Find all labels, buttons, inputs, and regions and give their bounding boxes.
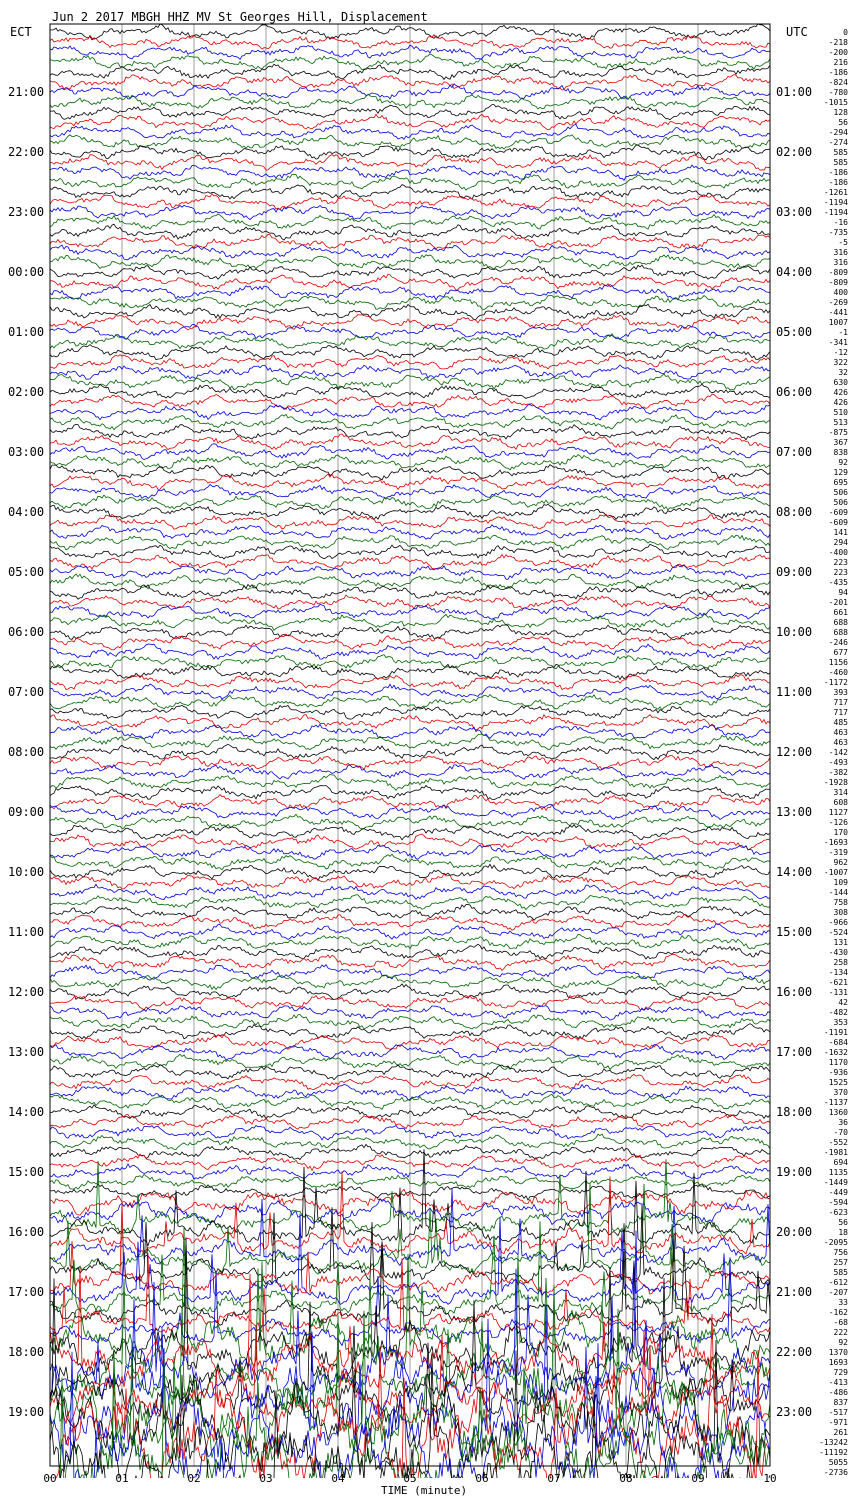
- trace-offset-label-120: 18: [838, 1228, 848, 1237]
- trace-offset-label-73: -493: [828, 758, 848, 767]
- trace-offset-label-16: -1261: [823, 188, 848, 197]
- trace-offset-label-123: 257: [833, 1258, 848, 1267]
- trace-offset-label-91: 131: [833, 938, 848, 947]
- left-hour-label-15: 12:00: [8, 985, 45, 999]
- trace-offset-label-39: 513: [833, 418, 848, 427]
- right-hour-label-18: 19:00: [776, 1165, 813, 1179]
- trace-offset-label-0: 0: [843, 28, 848, 37]
- right-hour-label-16: 17:00: [776, 1045, 813, 1059]
- trace-offset-label-5: -824: [828, 78, 848, 87]
- trace-offset-label-59: 688: [833, 618, 848, 627]
- trace-offset-label-66: 393: [833, 688, 848, 697]
- trace-offset-label-46: 506: [833, 488, 848, 497]
- trace-offset-label-98: -482: [828, 1008, 848, 1017]
- trace-offset-label-118: -623: [828, 1208, 848, 1217]
- right-hour-label-13: 14:00: [776, 865, 813, 879]
- left-hour-label-21: 18:00: [8, 1345, 45, 1359]
- trace-offset-label-40: -875: [828, 428, 848, 437]
- left-hour-label-8: 05:00: [8, 565, 45, 579]
- trace-offset-label-97: 42: [838, 998, 848, 1007]
- left-hour-label-6: 03:00: [8, 445, 45, 459]
- trace-offset-label-133: 1693: [828, 1358, 848, 1367]
- right-hour-label-4: 05:00: [776, 325, 813, 339]
- trace-offset-label-24: -809: [828, 268, 848, 277]
- trace-offset-label-10: -294: [828, 128, 848, 137]
- trace-offset-label-64: -460: [828, 668, 848, 677]
- x-tick-label-06: 06: [475, 1472, 489, 1485]
- trace-offset-label-138: -517: [828, 1408, 848, 1417]
- trace-offset-label-35: 630: [833, 378, 848, 387]
- trace-offset-label-71: 463: [833, 738, 848, 747]
- trace-offset-label-125: -612: [828, 1278, 848, 1287]
- trace-offset-label-14: -186: [828, 168, 848, 177]
- trace-offset-label-63: 1156: [828, 658, 848, 667]
- trace-offset-label-53: 223: [833, 558, 848, 567]
- trace-offset-label-110: -70: [833, 1128, 848, 1137]
- left-hour-label-17: 14:00: [8, 1105, 45, 1119]
- trace-offset-label-89: -966: [828, 918, 848, 927]
- x-tick-label-08: 08: [619, 1472, 633, 1485]
- trace-offset-label-23: 316: [833, 258, 848, 267]
- trace-offset-label-51: 294: [833, 538, 848, 547]
- x-tick-label-04: 04: [331, 1472, 345, 1485]
- trace-offset-label-4: -186: [828, 68, 848, 77]
- left-hour-label-20: 17:00: [8, 1285, 45, 1299]
- trace-offset-label-87: 758: [833, 898, 848, 907]
- x-axis-title: TIME (minute): [381, 1484, 468, 1497]
- left-hour-label-0: 21:00: [8, 85, 45, 99]
- trace-offset-label-119: 56: [838, 1218, 848, 1227]
- right-hour-label-11: 12:00: [776, 745, 813, 759]
- trace-offset-label-17: -1194: [823, 198, 848, 207]
- trace-offset-label-38: 510: [833, 408, 848, 417]
- trace-offset-label-135: -413: [828, 1378, 848, 1387]
- trace-offset-label-13: 585: [833, 158, 848, 167]
- trace-offset-label-6: -780: [828, 88, 848, 97]
- trace-offset-label-132: 1370: [828, 1348, 848, 1357]
- trace-offset-label-1: -218: [828, 38, 848, 47]
- trace-offset-label-29: 1007: [828, 318, 848, 327]
- trace-offset-label-93: 258: [833, 958, 848, 967]
- left-hour-label-18: 15:00: [8, 1165, 45, 1179]
- trace-offset-label-12: 585: [833, 148, 848, 157]
- trace-offset-label-80: 170: [833, 828, 848, 837]
- trace-offset-label-85: 109: [833, 878, 848, 887]
- right-hour-label-17: 18:00: [776, 1105, 813, 1119]
- trace-offset-label-41: 367: [833, 438, 848, 447]
- trace-offset-label-117: -594: [828, 1198, 848, 1207]
- trace-offset-label-102: -1632: [823, 1048, 848, 1057]
- trace-offset-label-131: 92: [838, 1338, 848, 1347]
- trace-offset-label-11: -274: [828, 138, 848, 147]
- trace-offset-label-30: -1: [838, 328, 848, 337]
- left-hour-label-14: 11:00: [8, 925, 45, 939]
- x-tick-label-10: 10: [763, 1472, 777, 1485]
- trace-offset-label-96: -131: [828, 988, 848, 997]
- trace-offset-label-74: -382: [828, 768, 848, 777]
- trace-offset-label-136: -486: [828, 1388, 848, 1397]
- trace-offset-label-111: -552: [828, 1138, 848, 1147]
- trace-offset-label-47: 506: [833, 498, 848, 507]
- trace-offset-label-101: -684: [828, 1038, 848, 1047]
- trace-offset-label-82: -319: [828, 848, 848, 857]
- trace-offset-label-22: 316: [833, 248, 848, 257]
- trace-offset-label-31: -341: [828, 338, 848, 347]
- trace-offset-label-61: -246: [828, 638, 848, 647]
- right-hour-label-14: 15:00: [776, 925, 813, 939]
- x-tick-label-05: 05: [403, 1472, 417, 1485]
- trace-offset-label-78: 1127: [828, 808, 848, 817]
- trace-offset-label-84: -1007: [823, 868, 848, 877]
- trace-offset-label-95: -621: [828, 978, 848, 987]
- trace-offset-label-72: -142: [828, 748, 848, 757]
- trace-offset-label-37: 426: [833, 398, 848, 407]
- left-hour-label-4: 01:00: [8, 325, 45, 339]
- trace-offset-label-113: 694: [833, 1158, 848, 1167]
- trace-offset-label-62: 677: [833, 648, 848, 657]
- x-tick-label-09: 09: [691, 1472, 705, 1485]
- right-hour-label-20: 21:00: [776, 1285, 813, 1299]
- right-hour-label-15: 16:00: [776, 985, 813, 999]
- trace-offset-label-57: -201: [828, 598, 848, 607]
- trace-offset-label-104: -936: [828, 1068, 848, 1077]
- trace-offset-label-114: 1135: [828, 1168, 848, 1177]
- trace-offset-label-49: -609: [828, 518, 848, 527]
- trace-offset-label-141: -13242: [819, 1438, 848, 1447]
- trace-offset-label-50: 141: [833, 528, 848, 537]
- left-hour-label-11: 08:00: [8, 745, 45, 759]
- trace-offset-label-139: -971: [828, 1418, 848, 1427]
- trace-offset-label-108: 1360: [828, 1108, 848, 1117]
- trace-offset-label-142: -11192: [819, 1448, 848, 1457]
- trace-offset-label-107: -1137: [823, 1098, 848, 1107]
- trace-offset-label-15: -186: [828, 178, 848, 187]
- trace-offset-label-105: 1525: [828, 1078, 848, 1087]
- trace-offset-label-129: -68: [833, 1318, 848, 1327]
- right-hour-label-8: 09:00: [776, 565, 813, 579]
- trace-offset-label-112: -1981: [823, 1148, 848, 1157]
- left-hour-label-3: 00:00: [8, 265, 45, 279]
- trace-offset-label-103: 1170: [828, 1058, 848, 1067]
- trace-offset-label-2: -200: [828, 48, 848, 57]
- trace-offset-label-115: -1449: [823, 1178, 848, 1187]
- trace-offset-label-25: -809: [828, 278, 848, 287]
- right-hour-label-12: 13:00: [776, 805, 813, 819]
- x-tick-label-01: 01: [115, 1472, 129, 1485]
- trace-offset-label-27: -269: [828, 298, 848, 307]
- right-hour-label-3: 04:00: [776, 265, 813, 279]
- trace-offset-label-26: 400: [833, 288, 848, 297]
- trace-offset-label-130: 222: [833, 1328, 848, 1337]
- trace-offset-label-68: 717: [833, 708, 848, 717]
- left-hour-label-10: 07:00: [8, 685, 45, 699]
- trace-offset-label-88: 308: [833, 908, 848, 917]
- trace-offset-label-3: 216: [833, 58, 848, 67]
- trace-offset-label-124: 585: [833, 1268, 848, 1277]
- x-tick-label-00: 00: [43, 1472, 57, 1485]
- trace-offset-label-56: 94: [838, 588, 848, 597]
- right-hour-label-0: 01:00: [776, 85, 813, 99]
- trace-offset-label-36: 426: [833, 388, 848, 397]
- left-axis-label: ECT: [10, 25, 32, 39]
- right-hour-label-6: 07:00: [776, 445, 813, 459]
- x-tick-label-02: 02: [187, 1472, 201, 1485]
- trace-offset-label-144: -2736: [823, 1468, 848, 1477]
- trace-offset-label-8: 128: [833, 108, 848, 117]
- trace-offset-label-116: -449: [828, 1188, 848, 1197]
- left-hour-label-22: 19:00: [8, 1405, 45, 1419]
- trace-offset-label-55: -435: [828, 578, 848, 587]
- trace-offset-label-92: -430: [828, 948, 848, 957]
- left-hour-label-16: 13:00: [8, 1045, 45, 1059]
- left-hour-label-9: 06:00: [8, 625, 45, 639]
- chart-title: Jun 2 2017 MBGH HHZ MV St Georges Hill, Displacement: [52, 10, 428, 24]
- right-hour-label-21: 22:00: [776, 1345, 813, 1359]
- trace-offset-label-77: 608: [833, 798, 848, 807]
- left-hour-label-12: 09:00: [8, 805, 45, 819]
- trace-offset-label-122: 756: [833, 1248, 848, 1257]
- left-hour-label-19: 16:00: [8, 1225, 45, 1239]
- right-hour-label-22: 23:00: [776, 1405, 813, 1419]
- trace-offset-label-32: -12: [833, 348, 848, 357]
- trace-offset-label-137: 837: [833, 1398, 848, 1407]
- trace-offset-label-48: -609: [828, 508, 848, 517]
- right-axis-label: UTC: [786, 25, 808, 39]
- trace-offset-label-100: -1191: [823, 1028, 848, 1037]
- trace-offset-label-45: 695: [833, 478, 848, 487]
- right-hour-label-9: 10:00: [776, 625, 813, 639]
- trace-offset-label-20: -735: [828, 228, 848, 237]
- trace-offset-label-94: -134: [828, 968, 848, 977]
- left-hour-label-1: 22:00: [8, 145, 45, 159]
- trace-offset-label-19: -16: [833, 218, 848, 227]
- trace-offset-label-42: 838: [833, 448, 848, 457]
- x-tick-label-07: 07: [547, 1472, 561, 1485]
- trace-offset-label-67: 717: [833, 698, 848, 707]
- trace-offset-label-65: -1172: [823, 678, 848, 687]
- left-hour-labels: [8, 85, 44, 1419]
- trace-offset-label-9: 56: [838, 118, 848, 127]
- trace-offset-label-127: 33: [838, 1298, 848, 1307]
- right-hour-label-7: 08:00: [776, 505, 813, 519]
- left-hour-label-13: 10:00: [8, 865, 45, 879]
- trace-offset-label-58: 661: [833, 608, 848, 617]
- trace-offset-label-76: 314: [833, 788, 848, 797]
- trace-offset-label-34: 32: [838, 368, 848, 377]
- trace-offset-label-28: -441: [828, 308, 848, 317]
- left-hour-label-2: 23:00: [8, 205, 45, 219]
- left-hour-label-7: 04:00: [8, 505, 45, 519]
- trace-offset-label-70: 463: [833, 728, 848, 737]
- right-hour-label-10: 11:00: [776, 685, 813, 699]
- trace-offset-label-83: 962: [833, 858, 848, 867]
- trace-offset-label-75: -1928: [823, 778, 848, 787]
- trace-offset-label-44: 129: [833, 468, 848, 477]
- trace-offset-label-81: -1693: [823, 838, 848, 847]
- right-hour-labels: [776, 85, 812, 1419]
- trace-offset-label-52: -400: [828, 548, 848, 557]
- trace-offset-label-106: 370: [833, 1088, 848, 1097]
- trace-offset-label-69: 485: [833, 718, 848, 727]
- trace-offset-label-143: 5055: [828, 1458, 848, 1467]
- trace-offset-label-21: -5: [838, 238, 848, 247]
- trace-offset-label-121: -2095: [823, 1238, 848, 1247]
- trace-offset-label-60: 688: [833, 628, 848, 637]
- right-hour-label-2: 03:00: [776, 205, 813, 219]
- trace-offset-label-54: 223: [833, 568, 848, 577]
- right-hour-label-19: 20:00: [776, 1225, 813, 1239]
- trace-offset-label-33: 322: [833, 358, 848, 367]
- trace-offset-label-79: -126: [828, 818, 848, 827]
- trace-offset-label-99: 353: [833, 1018, 848, 1027]
- trace-offset-label-43: 92: [838, 458, 848, 467]
- x-tick-label-03: 03: [259, 1472, 273, 1485]
- left-hour-label-5: 02:00: [8, 385, 45, 399]
- trace-offset-label-109: 36: [838, 1118, 848, 1127]
- trace-offset-label-140: 261: [833, 1428, 848, 1437]
- trace-offset-label-134: 729: [833, 1368, 848, 1377]
- trace-offset-label-18: -1194: [823, 208, 848, 217]
- trace-offset-label-86: -144: [828, 888, 848, 897]
- trace-offset-labels: [819, 28, 848, 1477]
- right-hour-label-1: 02:00: [776, 145, 813, 159]
- trace-offset-label-126: -207: [828, 1288, 848, 1297]
- trace-offset-label-90: -524: [828, 928, 848, 937]
- trace-offset-label-128: -162: [828, 1308, 848, 1317]
- trace-offset-label-7: -1015: [823, 98, 848, 107]
- right-hour-label-5: 06:00: [776, 385, 813, 399]
